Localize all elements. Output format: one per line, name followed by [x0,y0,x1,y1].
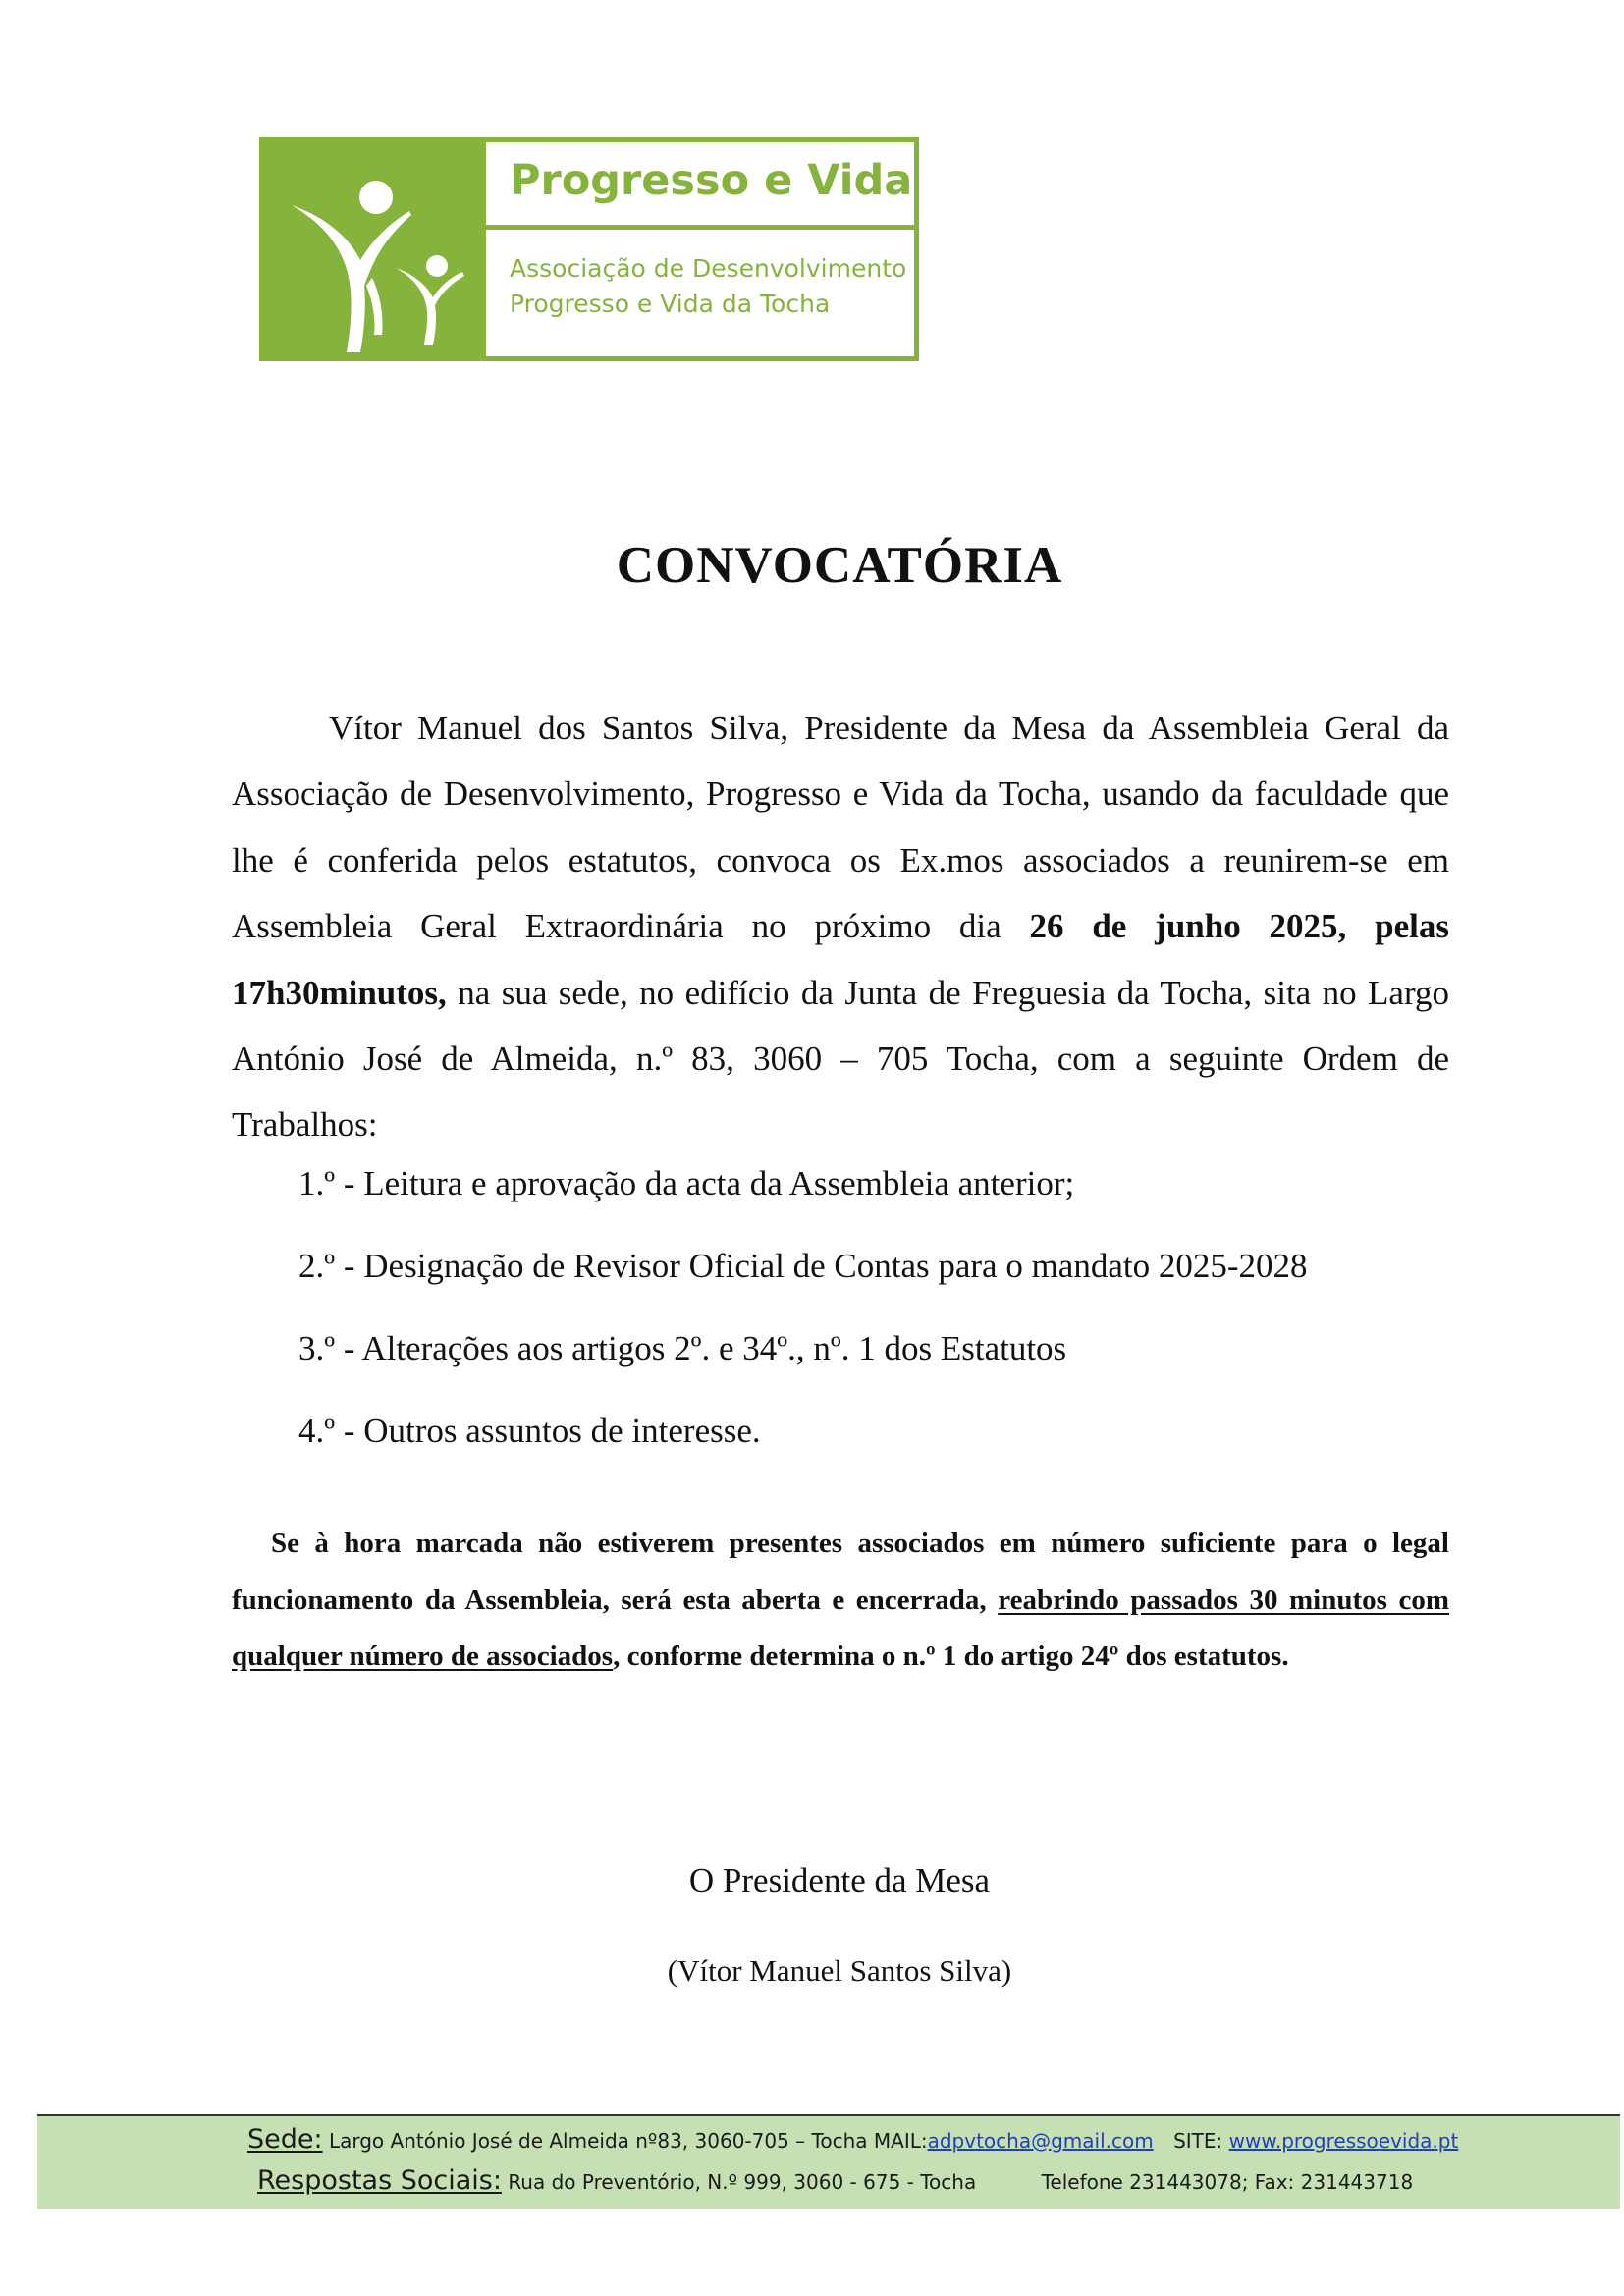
convocation-paragraph [232,695,1449,1158]
notice-part1: Se à hora marcada não estiverem presentes associados em número suficiente para o legal funcionamento da Assembleia, será esta aberta e encerrada, [232,1527,1449,1616]
paragraph-part1: Vítor Manuel dos Santos Silva, Presidente da Mesa da Assembleia Geral da Associação de Desenvolvimento, Progresso e Vida da Tocha, usando da faculdade que lhe é conferida pelos estatutos, convoca os Ex.mos associados a reunirem-se em Assembleia Geral Extraordinária no próximo dia [232,709,1449,946]
logo-subtitle-line1: Associação de Desenvolvimento [510,254,907,283]
footer-line-sede [247,2124,1458,2155]
site-link[interactable]: www.progressoevida.pt [1228,2129,1459,2153]
footer-line-respostas [257,2165,1413,2196]
respostas-label: Respostas Sociais: [257,2165,502,2196]
mail-label: MAIL: [873,2129,928,2153]
agenda-item: 2.º - Designação de Revisor Oficial de Contas para o mandato 2025-2028 [298,1247,1308,1285]
logo-divider [486,225,914,230]
phone-fax: Telefone 231443078; Fax: 231443718 [1041,2170,1414,2194]
logo-subtitle-line2: Progresso e Vida da Tocha [510,290,831,318]
notice-part2: , conforme determina o n.º 1 do artigo 24º dos estatutos. [613,1640,1289,1672]
meeting-date: 26 de junho 2025, pelas 17h30minutos, [232,907,1449,1012]
footer [37,2114,1620,2209]
agenda-list [298,1164,1308,1494]
logo [259,137,919,361]
sede-address: Largo António José de Almeida nº83, 3060-705 – Tocha [328,2129,868,2153]
agenda-item: 3.º - Alterações aos artigos 2º. e 34º., nº. 1 dos Estatutos [298,1329,1067,1367]
respostas-address: Rua do Preventório, N.º 999, 3060 - 675 - Tocha [508,2170,977,2194]
mail-link[interactable]: adpvtocha@gmail.com [927,2129,1154,2153]
agenda-item: 4.º - Outros assuntos de interesse. [298,1412,761,1450]
quorum-notice [232,1516,1449,1685]
logo-title: Progresso e Vida [510,156,913,205]
people-figures-icon [264,142,486,356]
signature-role: O Presidente da Mesa [688,1861,991,1899]
paragraph-part2: na sua sede, no edifício da Junta de Freguesia da Tocha, sita no Largo António José de Almeida, n.º 83, 3060 – 705 Tocha, com a seguinte Ordem de Trabalhos: [232,973,1449,1145]
agenda-item: 1.º - Leitura e aprovação da acta da Assembleia anterior; [298,1164,1075,1202]
site-label: SITE: [1173,2129,1223,2153]
signature-name: (Vítor Manuel Santos Silva) [667,1953,1012,1988]
document-title: CONVOCATÓRIA [616,537,1063,594]
sede-label: Sede: [247,2124,323,2155]
logo-emblem [264,142,486,356]
notice-underlined: reabrindo passados 30 minutos com qualquer número de associados [232,1583,1449,1672]
